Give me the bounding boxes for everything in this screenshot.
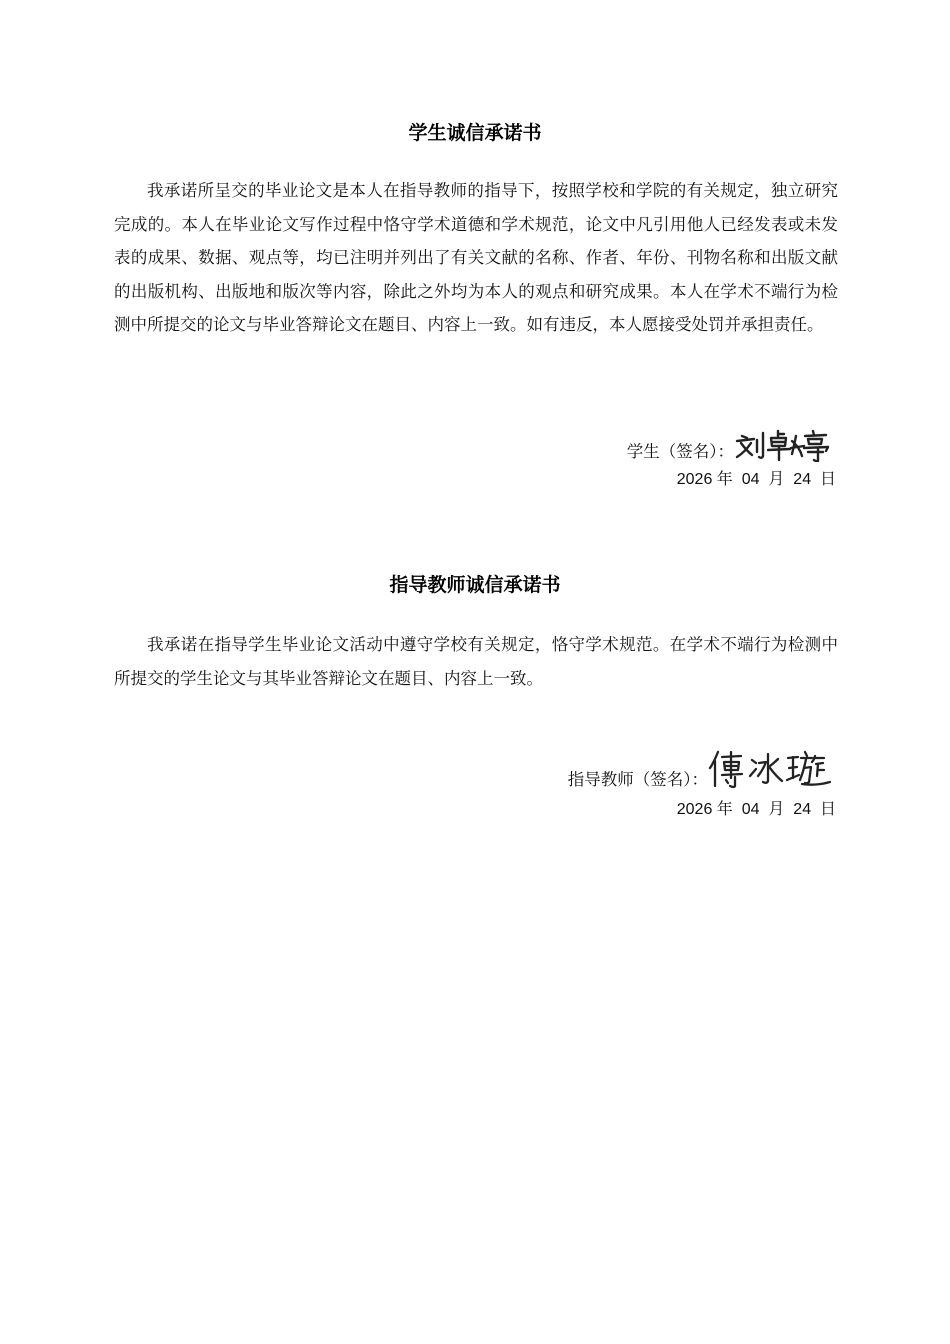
teacher-commitment-title: 指导教师诚信承诺书 (389, 574, 561, 596)
student-commitment-body: 我承诺所呈交的毕业论文是本人在指导教师的指导下，按照学校和学院的有关规定，独立研究完成的。本人在毕业论文写作过程中恪守学术道德和学术规范，论文中凡引用他人已经发表或未发表的成果、数据、观点等，均已注明并列出了有关文献的名称、作者、年份、刊物名称和出版文献的出版机构、出版地和版次等内容，除此之外均为本人的观点和研究成果。本人在学术不端行为检测中所提交的论文与毕业答辩论文在题目、内容上一致。如有违反，本人愿接受处罚并承担责任。 (114, 181, 838, 334)
student-date-year: 2026 (676, 471, 713, 488)
teacher-date-year-unit: 年 (716, 799, 733, 818)
teacher-date-day: 24 (793, 801, 812, 818)
teacher-date-month-unit: 月 (768, 799, 785, 818)
student-date-day: 24 (793, 471, 812, 488)
student-signature-date (677, 466, 836, 489)
student-date-year-unit: 年 (716, 469, 733, 488)
teacher-date-month: 04 (741, 801, 760, 818)
student-signature-label: 学生（签名）： (626, 442, 734, 461)
teacher-date-year: 2026 (676, 801, 713, 818)
student-date-day-unit: 日 (819, 469, 836, 488)
teacher-signature-label: 指导教师（签名）： (567, 770, 708, 789)
teacher-date-day-unit: 日 (819, 799, 836, 818)
student-handwritten-signature (734, 428, 832, 462)
student-date-month: 04 (741, 471, 760, 488)
teacher-signature-line (568, 748, 832, 790)
teacher-signature-date (677, 796, 836, 819)
student-signature-line (627, 428, 832, 462)
teacher-handwritten-signature (708, 748, 832, 790)
student-commitment-title: 学生诚信承诺书 (408, 122, 542, 144)
student-date-month-unit: 月 (768, 469, 785, 488)
teacher-commitment-body: 我承诺在指导学生毕业论文活动中遵守学校有关规定，恪守学术规范。在学术不端行为检测中所提交的学生论文与其毕业答辩论文在题目、内容上一致。 (114, 635, 838, 688)
